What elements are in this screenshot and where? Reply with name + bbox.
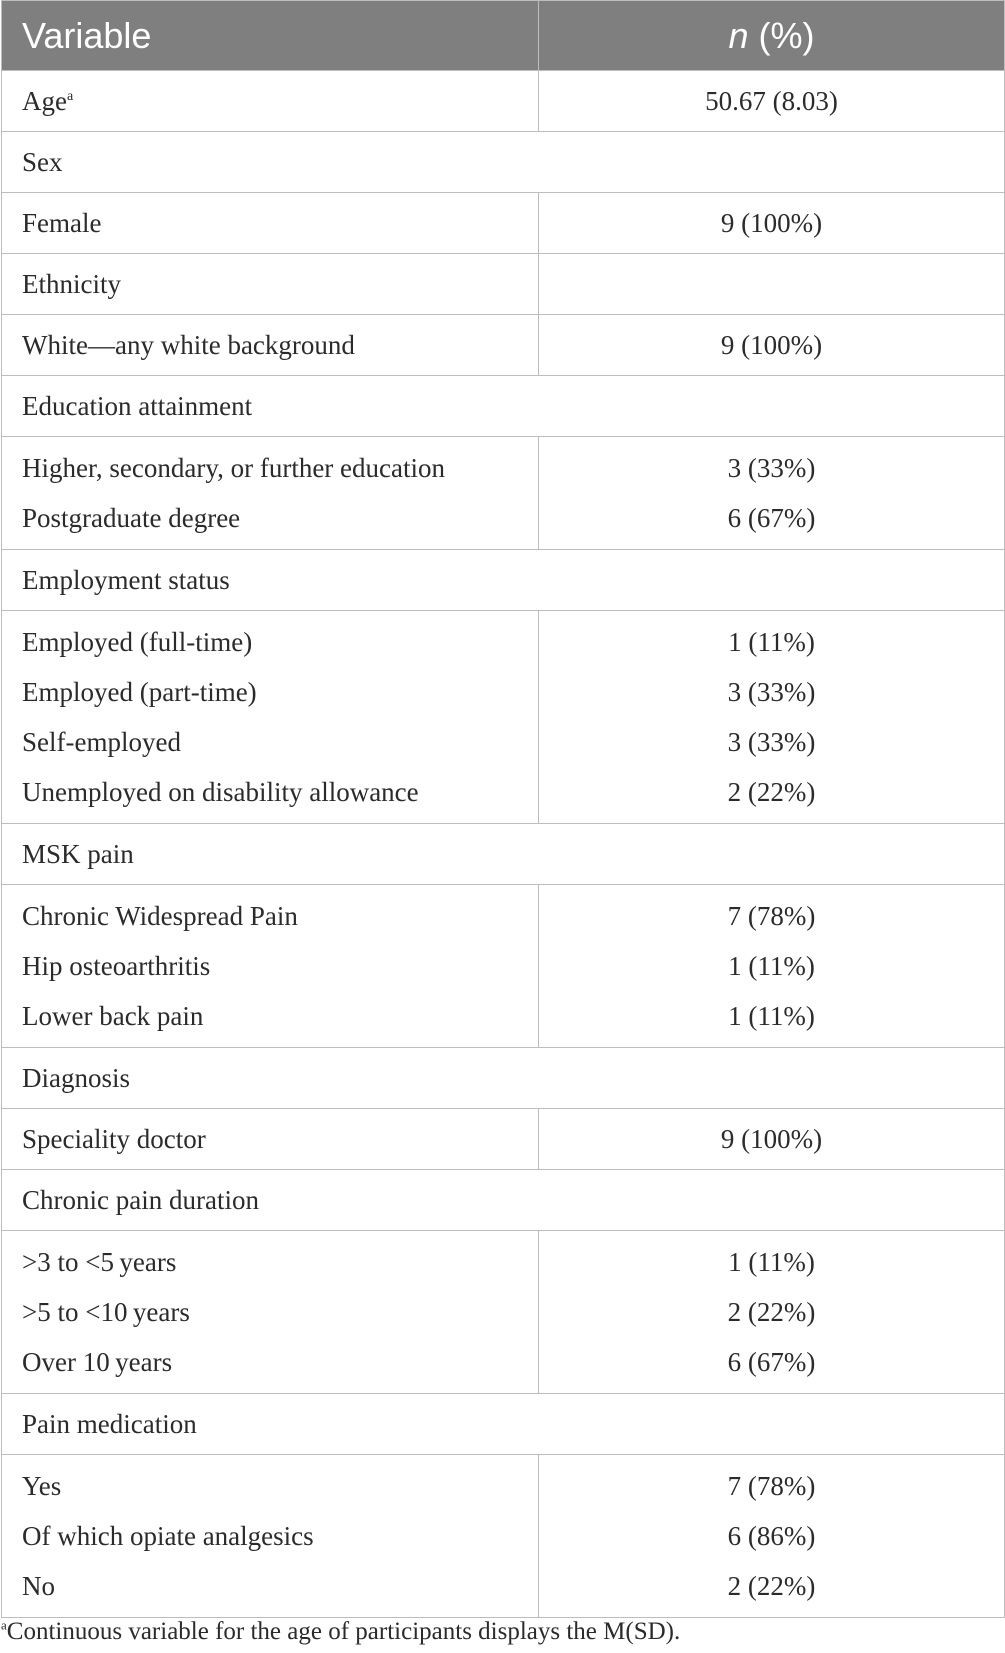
header-n-percent (539, 1, 1005, 71)
table-row (2, 437, 1005, 494)
row-value: 3 (33%) (539, 667, 1005, 717)
row-label: Lower back pain (2, 991, 539, 1048)
row-value: 2 (22%) (539, 1561, 1005, 1618)
row-label: Over 10 years (2, 1337, 539, 1394)
section-heading: Diagnosis (2, 1048, 1005, 1109)
table-row (2, 1455, 1005, 1512)
age-label: Age (22, 85, 67, 116)
section-heading: Sex (2, 132, 1005, 193)
row-label: Hip osteoarthritis (2, 941, 539, 991)
row-label (2, 71, 539, 132)
row-label: No (2, 1561, 539, 1618)
table-row (2, 1287, 1005, 1337)
table-row (2, 1394, 1005, 1455)
table-row (2, 1231, 1005, 1288)
row-value: 9 (100%) (539, 315, 1005, 376)
row-value: 6 (67%) (539, 493, 1005, 550)
section-heading: Chronic pain duration (2, 1170, 1005, 1231)
row-label: >3 to <5 years (2, 1231, 539, 1288)
table-row (2, 717, 1005, 767)
section-heading: MSK pain (2, 824, 1005, 885)
footnote-marker: a (1, 1617, 7, 1633)
row-label: Of which opiate analgesics (2, 1511, 539, 1561)
table-row (2, 1109, 1005, 1170)
table-row (2, 1511, 1005, 1561)
row-label: Female (2, 193, 539, 254)
row-label: Unemployed on disability allowance (2, 767, 539, 824)
table-row (2, 885, 1005, 942)
header-row (2, 1, 1005, 71)
row-label: Postgraduate degree (2, 493, 539, 550)
table-row (2, 193, 1005, 254)
row-value: 50.67 (8.03) (539, 71, 1005, 132)
table-row (2, 132, 1005, 193)
table-row (2, 71, 1005, 132)
section-heading: Employment status (2, 550, 1005, 611)
section-heading: Education attainment (2, 376, 1005, 437)
demographics-table (1, 0, 1005, 1618)
row-value: 3 (33%) (539, 717, 1005, 767)
row-value: 9 (100%) (539, 193, 1005, 254)
table-row (2, 991, 1005, 1048)
row-label: Yes (2, 1455, 539, 1512)
row-value: 1 (11%) (539, 1231, 1005, 1288)
table-row (2, 1170, 1005, 1231)
table-row (2, 1561, 1005, 1618)
row-label: Self-employed (2, 717, 539, 767)
table-footnote (1, 1618, 680, 1646)
table-row (2, 254, 1005, 315)
row-value: 6 (67%) (539, 1337, 1005, 1394)
table-row (2, 315, 1005, 376)
row-value: 7 (78%) (539, 1455, 1005, 1512)
table-row (2, 611, 1005, 668)
table-row (2, 767, 1005, 824)
table-row (2, 824, 1005, 885)
row-value: 1 (11%) (539, 991, 1005, 1048)
row-value: 2 (22%) (539, 767, 1005, 824)
row-label: Employed (full-time) (2, 611, 539, 668)
row-value: 6 (86%) (539, 1511, 1005, 1561)
table-row (2, 667, 1005, 717)
row-label: Higher, secondary, or further education (2, 437, 539, 494)
row-value: 2 (22%) (539, 1287, 1005, 1337)
header-n-rest: (%) (748, 14, 815, 56)
row-label: >5 to <10 years (2, 1287, 539, 1337)
row-label: White—any white background (2, 315, 539, 376)
section-heading: Pain medication (2, 1394, 1005, 1455)
table-row (2, 941, 1005, 991)
header-n-italic: n (728, 14, 749, 56)
row-value: 1 (11%) (539, 611, 1005, 668)
row-label: Ethnicity (2, 254, 539, 315)
row-label: Chronic Widespread Pain (2, 885, 539, 942)
row-value: 9 (100%) (539, 1109, 1005, 1170)
row-value: 7 (78%) (539, 885, 1005, 942)
table-row (2, 550, 1005, 611)
header-variable: Variable (2, 1, 539, 71)
table-row (2, 1337, 1005, 1394)
table-row (2, 1048, 1005, 1109)
table-row (2, 493, 1005, 550)
row-value-empty (539, 254, 1005, 315)
age-footnote-marker: a (66, 88, 74, 104)
row-value: 3 (33%) (539, 437, 1005, 494)
table-row (2, 376, 1005, 437)
footnote-text: Continuous variable for the age of participants displays the M(SD). (6, 1618, 681, 1645)
row-label: Employed (part-time) (2, 667, 539, 717)
row-label: Speciality doctor (2, 1109, 539, 1170)
row-value: 1 (11%) (539, 941, 1005, 991)
